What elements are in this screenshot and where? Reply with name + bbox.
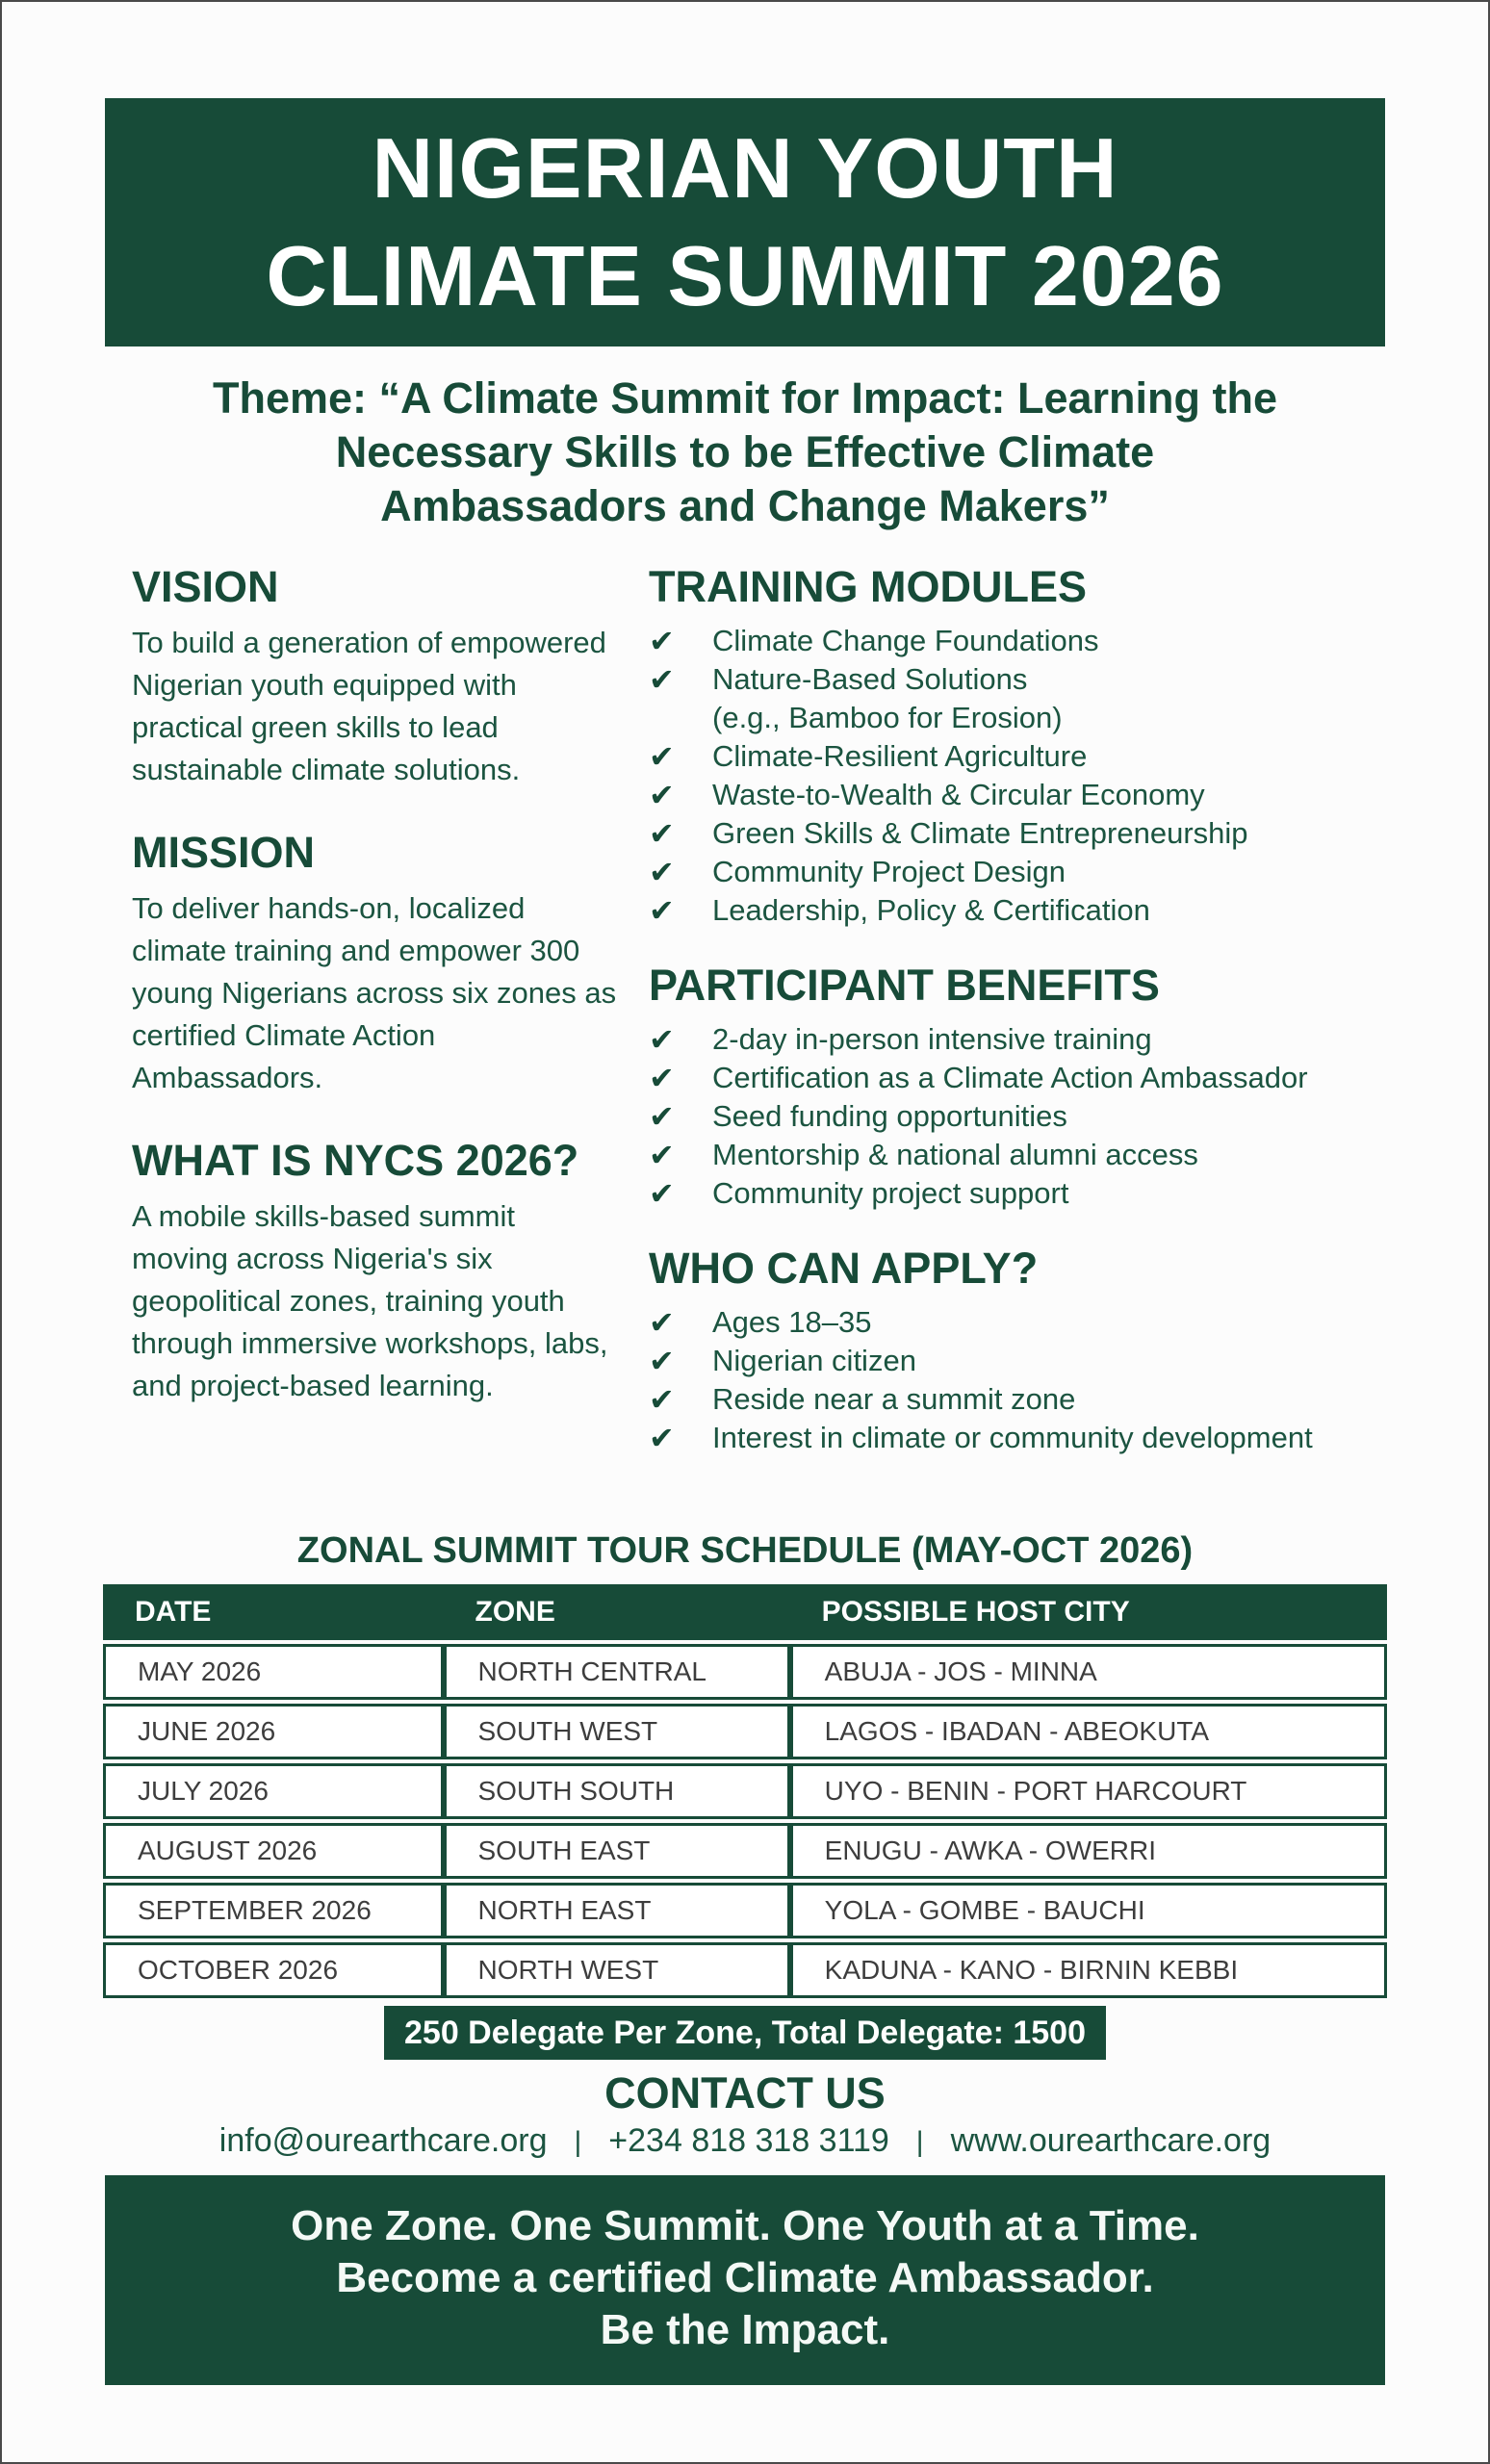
participant-benefits-list bbox=[649, 1020, 1392, 1213]
mission-body: To deliver hands-on, localized climate training and empower 300 young Nigerians across six zones as certified Climate Action Ambassadors. bbox=[132, 891, 617, 1094]
table-row bbox=[103, 1823, 1387, 1879]
table-row bbox=[103, 1704, 1387, 1759]
cell-city: ABUJA - JOS - MINNA bbox=[790, 1644, 1387, 1700]
training-modules-list bbox=[649, 622, 1392, 930]
check-icon: ✔ bbox=[649, 1382, 675, 1417]
footer-tagline-line: Become a certified Climate Ambassador. bbox=[336, 2254, 1154, 2301]
list-item-subtext: (e.g., Bamboo for Erosion) bbox=[712, 701, 1063, 734]
cell-city: ENUGU - AWKA - OWERRI bbox=[790, 1823, 1387, 1879]
mission-section bbox=[132, 828, 618, 1099]
check-icon: ✔ bbox=[649, 662, 675, 697]
cell-date: SEPTEMBER 2026 bbox=[103, 1883, 444, 1938]
cell-city: KADUNA - KANO - BIRNIN KEBBI bbox=[790, 1942, 1387, 1998]
cell-zone: SOUTH EAST bbox=[444, 1823, 790, 1879]
list-item-label: Community project support bbox=[712, 1176, 1069, 1210]
contact-website: www.ourearthcare.org bbox=[950, 2122, 1272, 2159]
list-item bbox=[649, 660, 1392, 737]
vision-body: To build a generation of empowered Nigerian youth equipped with practical green skills to lead sustainable climate solutions. bbox=[132, 626, 606, 786]
participant-benefits-heading: PARTICIPANT BENEFITS bbox=[649, 961, 1160, 1010]
theme-line: Necessary Skills to be Effective Climate bbox=[335, 427, 1155, 476]
list-item-label: Mentorship & national alumni access bbox=[712, 1138, 1198, 1171]
list-item-label bbox=[712, 660, 1392, 737]
check-icon: ✔ bbox=[649, 1022, 675, 1057]
list-item bbox=[649, 776, 1392, 814]
poster-title-line-1: NIGERIAN YOUTH bbox=[372, 120, 1118, 216]
list-item bbox=[649, 737, 1392, 776]
vision-heading: VISION bbox=[132, 562, 279, 611]
cell-zone: SOUTH WEST bbox=[444, 1704, 790, 1759]
column-header-date: DATE bbox=[103, 1584, 444, 1640]
check-icon: ✔ bbox=[649, 1421, 675, 1455]
training-modules-section bbox=[649, 562, 1392, 930]
list-item bbox=[649, 814, 1392, 853]
about-body: A mobile skills-based summit moving across Nigeria's six geopolitical zones, training youth through immersive workshops, labs, and project-based learning. bbox=[132, 1199, 608, 1402]
schedule-table bbox=[103, 1580, 1387, 2002]
theme-line: Theme: “A Climate Summit for Impact: Learning the bbox=[213, 373, 1277, 423]
list-item bbox=[649, 1020, 1392, 1059]
list-item-label: Climate-Resilient Agriculture bbox=[712, 739, 1088, 773]
list-item bbox=[649, 853, 1392, 891]
cell-zone: NORTH EAST bbox=[444, 1883, 790, 1938]
vision-section bbox=[132, 562, 618, 791]
cell-date: OCTOBER 2026 bbox=[103, 1942, 444, 1998]
cell-date: MAY 2026 bbox=[103, 1644, 444, 1700]
left-column bbox=[132, 562, 618, 1488]
theme-statement bbox=[2, 372, 1488, 533]
list-item bbox=[649, 1059, 1392, 1097]
table-header-row bbox=[103, 1584, 1387, 1640]
about-section bbox=[132, 1136, 618, 1407]
list-item-label: Leadership, Policy & Certification bbox=[712, 893, 1150, 927]
list-item bbox=[649, 1097, 1392, 1136]
check-icon: ✔ bbox=[649, 1099, 675, 1134]
list-item-label: Community Project Design bbox=[712, 855, 1066, 888]
cell-city: LAGOS - IBADAN - ABEOKUTA bbox=[790, 1704, 1387, 1759]
list-item bbox=[649, 1380, 1392, 1419]
check-icon: ✔ bbox=[649, 778, 675, 812]
cell-date: AUGUST 2026 bbox=[103, 1823, 444, 1879]
list-item-label: Seed funding opportunities bbox=[712, 1099, 1067, 1133]
check-icon: ✔ bbox=[649, 1138, 675, 1172]
check-icon: ✔ bbox=[649, 893, 675, 928]
participant-benefits-section bbox=[649, 961, 1392, 1213]
poster-title-line-2: CLIMATE SUMMIT 2026 bbox=[266, 228, 1224, 323]
list-item bbox=[649, 622, 1392, 660]
table-row bbox=[103, 1942, 1387, 1998]
contact-separator: | bbox=[574, 2126, 582, 2158]
cell-date: JUNE 2026 bbox=[103, 1704, 444, 1759]
contact-separator: | bbox=[915, 2126, 924, 2158]
cell-city: YOLA - GOMBE - BAUCHI bbox=[790, 1883, 1387, 1938]
cell-zone: NORTH WEST bbox=[444, 1942, 790, 1998]
cell-date: JULY 2026 bbox=[103, 1763, 444, 1819]
list-item bbox=[649, 1136, 1392, 1174]
list-item bbox=[649, 1174, 1392, 1213]
cell-zone: SOUTH SOUTH bbox=[444, 1763, 790, 1819]
training-modules-heading: TRAINING MODULES bbox=[649, 562, 1087, 611]
check-icon: ✔ bbox=[649, 1176, 675, 1211]
check-icon: ✔ bbox=[649, 1305, 675, 1340]
check-icon: ✔ bbox=[649, 739, 675, 774]
content-columns bbox=[132, 562, 1392, 1488]
list-item bbox=[649, 891, 1392, 930]
cell-zone: NORTH CENTRAL bbox=[444, 1644, 790, 1700]
schedule-title: ZONAL SUMMIT TOUR SCHEDULE (MAY-OCT 2026) bbox=[296, 1530, 1194, 1571]
check-icon: ✔ bbox=[649, 816, 675, 851]
table-row bbox=[103, 1883, 1387, 1938]
contact-heading: CONTACT US bbox=[604, 2068, 886, 2118]
table-row bbox=[103, 1644, 1387, 1700]
check-icon: ✔ bbox=[649, 855, 675, 889]
footer-tagline-line: One Zone. One Summit. One Youth at a Time. bbox=[291, 2202, 1199, 2249]
column-header-host-city: POSSIBLE HOST CITY bbox=[790, 1584, 1387, 1640]
who-can-apply-list bbox=[649, 1303, 1392, 1457]
list-item-label: Nigerian citizen bbox=[712, 1344, 916, 1377]
check-icon: ✔ bbox=[649, 1061, 675, 1095]
list-item-label: 2-day in-person intensive training bbox=[712, 1022, 1152, 1056]
list-item bbox=[649, 1342, 1392, 1380]
list-item-label: Interest in climate or community development bbox=[712, 1421, 1313, 1454]
list-item-text: Nature-Based Solutions bbox=[712, 662, 1028, 696]
list-item-label: Waste-to-Wealth & Circular Economy bbox=[712, 778, 1205, 811]
cell-city: UYO - BENIN - PORT HARCOURT bbox=[790, 1763, 1387, 1819]
header-banner bbox=[105, 98, 1385, 346]
right-column bbox=[649, 562, 1392, 1488]
check-icon: ✔ bbox=[649, 1344, 675, 1378]
check-icon: ✔ bbox=[649, 624, 675, 658]
contact-phone: +234 818 318 3119 bbox=[608, 2122, 889, 2159]
list-item-label: Climate Change Foundations bbox=[712, 624, 1099, 657]
column-header-zone: ZONE bbox=[444, 1584, 790, 1640]
footer-banner bbox=[105, 2175, 1385, 2385]
list-item-label: Ages 18–35 bbox=[712, 1305, 872, 1339]
contact-email: info@ourearthcare.org bbox=[218, 2122, 548, 2159]
contact-line bbox=[2, 2121, 1488, 2162]
list-item-label: Reside near a summit zone bbox=[712, 1382, 1076, 1416]
list-item-label: Certification as a Climate Action Ambassador bbox=[712, 1061, 1308, 1094]
about-heading: WHAT IS NYCS 2026? bbox=[132, 1136, 579, 1185]
list-item-label: Green Skills & Climate Entrepreneurship bbox=[712, 816, 1248, 850]
footer-tagline-line: Be the Impact. bbox=[600, 2306, 890, 2353]
mission-heading: MISSION bbox=[132, 828, 316, 877]
list-item bbox=[649, 1419, 1392, 1457]
table-row bbox=[103, 1763, 1387, 1819]
theme-line: Ambassadors and Change Makers” bbox=[380, 481, 1110, 530]
who-can-apply-heading: WHO CAN APPLY? bbox=[649, 1244, 1039, 1293]
who-can-apply-section bbox=[649, 1244, 1392, 1457]
list-item bbox=[649, 1303, 1392, 1342]
delegate-count-banner: 250 Delegate Per Zone, Total Delegate: 1500 bbox=[384, 2006, 1106, 2060]
